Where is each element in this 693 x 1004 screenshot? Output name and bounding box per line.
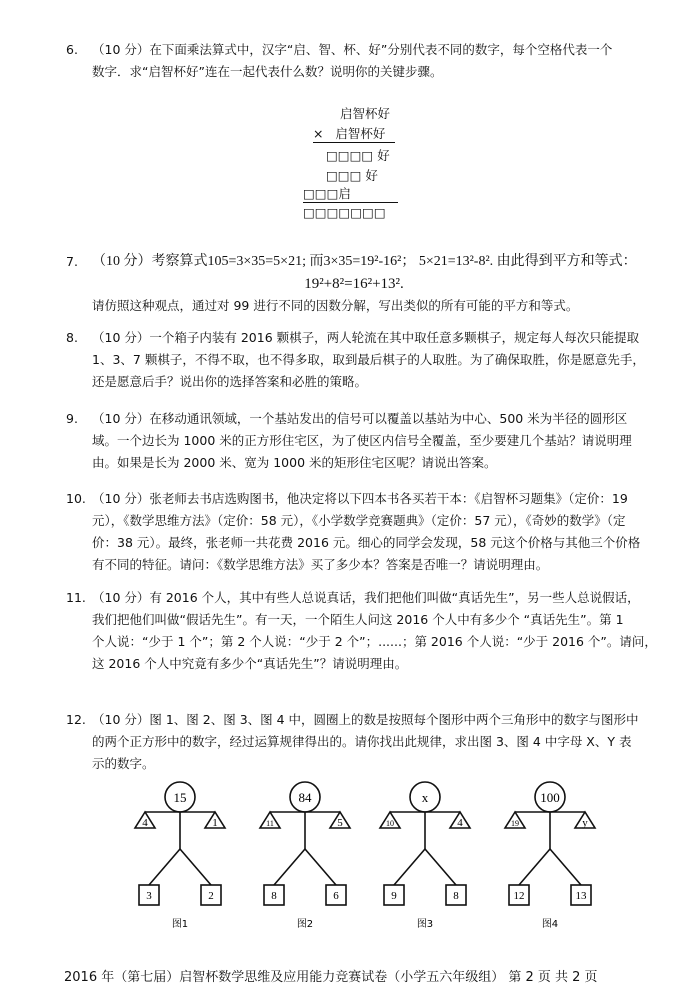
- question-11: [66, 587, 676, 675]
- equation-line: 19²+8²=16²+13².: [304, 276, 404, 292]
- question-text-line: 价：38 元）。最终，张老师一共花费 2016 元。细心的同学会发现，58 元这个价格与其他三个价格: [92, 535, 641, 550]
- figure-square-right-value: 6: [333, 890, 339, 902]
- figure-caption: 图3: [416, 919, 434, 930]
- figure-square-right-value: 13: [575, 890, 587, 902]
- question-text-line: （10 分）在移动通讯领域，一个基站发出的信号可以覆盖以基站为中心、500 米为半径的圆形区: [92, 411, 628, 426]
- question-number: 11.: [66, 590, 86, 605]
- mult-row-2: [313, 124, 395, 143]
- question-text-line: 有不同的特征。请问：《数学思维方法》买了多少本？答案是否唯一？请说明理由。: [92, 557, 549, 572]
- figures: [0, 770, 693, 940]
- figure-square-left-value: 3: [146, 890, 152, 902]
- question-number: 12.: [66, 712, 86, 727]
- question-text-line: 个人说：“少于 1 个”；第 2 个人说：“少于 2 个”；......；第 2016 个人说：“少于 2016 个”。请问，: [92, 634, 657, 649]
- question-7: [66, 251, 676, 317]
- question-text-line: （10 分）有 2016 个人，其中有些人总说真话，我们把他们叫做“真话先生”，另一些人总说假话，: [92, 590, 640, 605]
- question-text-line: 这 2016 个人中究竟有多少个“真话先生”？请说明理由。: [92, 656, 408, 671]
- figure-circle-value: x: [421, 790, 429, 805]
- figure-circle-value: 15: [173, 790, 187, 805]
- question-text-line: 由。如果是长为 2000 米、宽为 1000 米的矩形住宅区呢？请说出答案。: [92, 455, 497, 470]
- figure-triangle-right-value: y: [582, 817, 588, 829]
- question-9: [66, 408, 676, 474]
- figure-circle-value: 84: [298, 790, 312, 805]
- question-text-line: （10 分）张老师去书店选购图书，他决定将以下四本书各买若干本：《启智杯习题集》（定价：19: [92, 491, 628, 506]
- mult-row-5: □□□启: [303, 184, 398, 203]
- figure-square-right-value: 8: [453, 890, 459, 902]
- question-text-line: 请仿照这种观点，通过对 99 进行不同的因数分解，写出类似的所有可能的平方和等式。: [92, 298, 579, 313]
- question-text-line: 域。一个边长为 1000 米的正方形住宅区，为了使区内信号全覆盖，至少要建几个基站？请说明理: [92, 433, 632, 448]
- figure-triangle-right-value: 1: [212, 817, 218, 829]
- question-text-line: 示的数字。: [92, 756, 155, 771]
- mult-row-3: □□□□ 好: [326, 148, 390, 163]
- figure-leg-right: [305, 849, 336, 885]
- mult-row-1: 启智杯好: [340, 106, 391, 121]
- mult-row-4: □□□ 好: [326, 168, 378, 183]
- page-footer: 2016 年（第七届）启智杯数学思维及应用能力竞赛试卷（小学五六年级组） 第 2 页 共 2 页: [64, 970, 598, 985]
- figure-square-left-value: 12: [513, 890, 525, 902]
- figure-triangle-left-value: 19: [511, 819, 519, 828]
- question-text-line: 元），《数学思维方法》（定价：58 元），《小学数学竞赛题典》（定价：57 元），《奇妙的数学》（定: [92, 513, 626, 528]
- question-10: [66, 488, 676, 576]
- question-text-line: （10 分）在下面乘法算式中，汉字“启、智、杯、好”分别代表不同的数字，每个空格代表一个: [92, 42, 613, 57]
- question-number: 6.: [66, 42, 78, 57]
- figure-leg-left: [274, 849, 305, 885]
- question-text-line: 1、3、7 颗棋子，不得不取，也不得多取，取到最后棋子的人取胜。为了确保取胜，你是愿意先手，: [92, 352, 645, 367]
- figure-triangle-left-value: 4: [142, 817, 148, 829]
- question-text-line: 我们把他们叫做“假话先生”。有一天，一个陌生人问这 2016 个人中有多少个 “真话先生”。第 1: [92, 612, 624, 627]
- figure-square-right-value: 2: [208, 890, 214, 902]
- question-number: 7.: [66, 254, 78, 269]
- question-8: [66, 327, 676, 393]
- question-text-line: 数字．求“启智杯好”连在一起代表什么数？说明你的关键步骤。: [92, 64, 443, 79]
- question-12: [66, 709, 676, 775]
- figure-triangle-left-value: 10: [386, 819, 394, 828]
- figure-caption: 图2: [296, 919, 314, 930]
- figure-leg-left: [394, 849, 425, 885]
- figure-circle-value: 100: [540, 790, 560, 805]
- question-6: [66, 39, 676, 83]
- question-number: 10.: [66, 491, 86, 506]
- figure-triangle-left-value: 11: [266, 819, 274, 828]
- figure-leg-right: [550, 849, 581, 885]
- mult-row-6: □□□□□□□: [303, 205, 386, 220]
- question-text-line: （10 分）一个箱子内装有 2016 颗棋子，两人轮流在其中取任意多颗棋子，规定每人每次只能提取: [92, 330, 640, 345]
- figure-square-left-value: 8: [271, 890, 277, 902]
- question-text-line: （10 分）考察算式105=3×35=5×21; 而3×35=19²-16²； 5×21=13²-8². 由此得到平方和等式：: [92, 254, 637, 269]
- mult-multiplier: 启智杯好: [335, 126, 386, 141]
- figure-caption: 图1: [171, 919, 189, 930]
- figure-leg-left: [149, 849, 180, 885]
- figure-leg-left: [519, 849, 550, 885]
- figure-leg-right: [180, 849, 211, 885]
- figure-leg-right: [425, 849, 456, 885]
- question-text-line: 还是愿意后手？说出你的选择答案和必胜的策略。: [92, 374, 368, 389]
- figure-triangle-right-value: 5: [337, 817, 343, 829]
- times-sign: ×: [313, 126, 324, 141]
- question-text-line: （10 分）图 1、图 2、图 3、图 4 中，圆圈上的数是按照每个图形中两个三角形中的数字与图形中: [92, 712, 639, 727]
- figure-caption: 图4: [541, 919, 559, 930]
- question-number: 9.: [66, 411, 78, 426]
- question-text-line: 的两个正方形中的数字，经过运算规律得出的。请你找出此规律，求出图 3、图 4 中字母 X、Y 表: [92, 734, 632, 749]
- question-number: 8.: [66, 330, 78, 345]
- figure-square-left-value: 9: [391, 890, 397, 902]
- figure-triangle-right-value: 4: [457, 817, 463, 829]
